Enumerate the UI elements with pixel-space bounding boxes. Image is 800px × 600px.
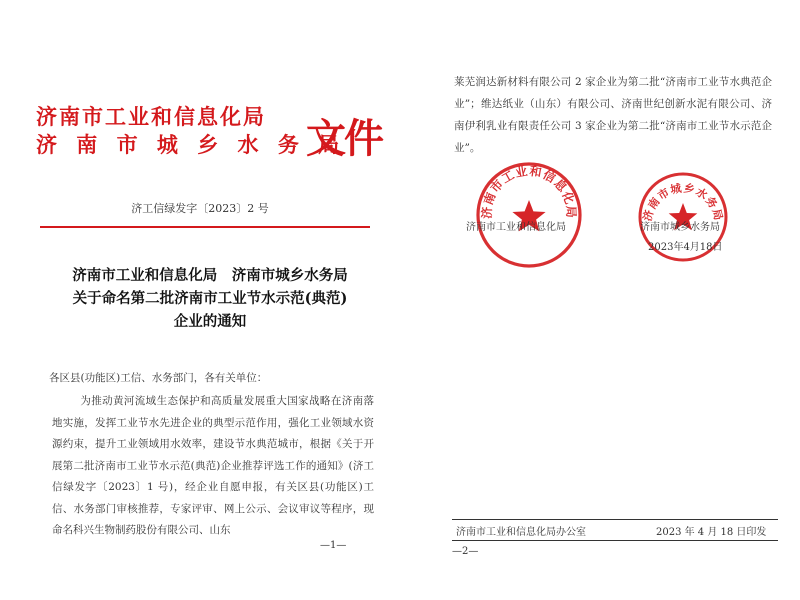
signer-1: 济南市工业和信息化局 (466, 222, 566, 233)
document-number: 济工信绿发字〔2023〕2 号 (131, 202, 269, 215)
signing-date: 2023年4月18日 (648, 242, 723, 253)
notice-title (40, 264, 380, 333)
svg-text:济南市城乡水务局: 济南市城乡水务局 (640, 181, 726, 223)
title-line-1: 济南市工业和信息化局 济南市城乡水务局 (72, 267, 348, 284)
svg-text:济南市工业和信息化局: 济南市工业和信息化局 (479, 163, 579, 219)
header-issuer-2: 济 南 市 城 乡 水 务 局 (36, 132, 346, 157)
body-paragraph-1: 为推动黄河流域生态保护和高质量发展重大国家战略在济南落地实施，发挥工业节水先进企业的典型示范作用，强化工业领域水资源约束，提升工业领域用水效率，建设节水典范城市，根据《关于开展第二批济南市工业节水示范(典范)企业推荐评选工作的通知》(济工信绿发字〔2023〕1 号)，经企业自愿申报，有关区县(功能区)工信、水务部门审核推荐，专家评审、网上公示、会议审议等程序，现命名科兴生物制药股份有限公司、山东 (52, 395, 374, 536)
page-number-1: —1— (320, 540, 347, 551)
footer-office: 济南市工业和信息化局办公室 (456, 527, 586, 538)
official-seal-icon (474, 160, 584, 270)
red-header (36, 103, 345, 159)
body-paragraph-2: 莱芜润达新材料有限公司 2 家企业为第二批“济南市工业节水典范企业”；维达纸业（山东）有限公司、济南世纪创新水泥有限公司、济南伊利乳业有限责任公司 3 家企业为第二批“济南市工业节水示范企业”。 (454, 76, 772, 154)
footer-rule-top (452, 519, 778, 520)
footer-print-date: 2023 年 4 月 18 日印发 (656, 527, 767, 538)
page-number-2: —2— (452, 546, 479, 557)
signer-2: 济南市城乡水务局 (640, 222, 720, 233)
title-line-2: 关于命名第二批济南市工业节水示范(典范) (72, 290, 348, 307)
header-document-word: 文件 (306, 115, 382, 162)
footer-rule-bottom (452, 540, 778, 541)
red-divider (40, 226, 370, 228)
salutation: 各区县(功能区)工信、水务部门，各有关单位： (49, 372, 268, 384)
title-line-3: 企业的通知 (173, 313, 247, 330)
header-issuer-1: 济南市工业和信息化局 (36, 104, 266, 129)
